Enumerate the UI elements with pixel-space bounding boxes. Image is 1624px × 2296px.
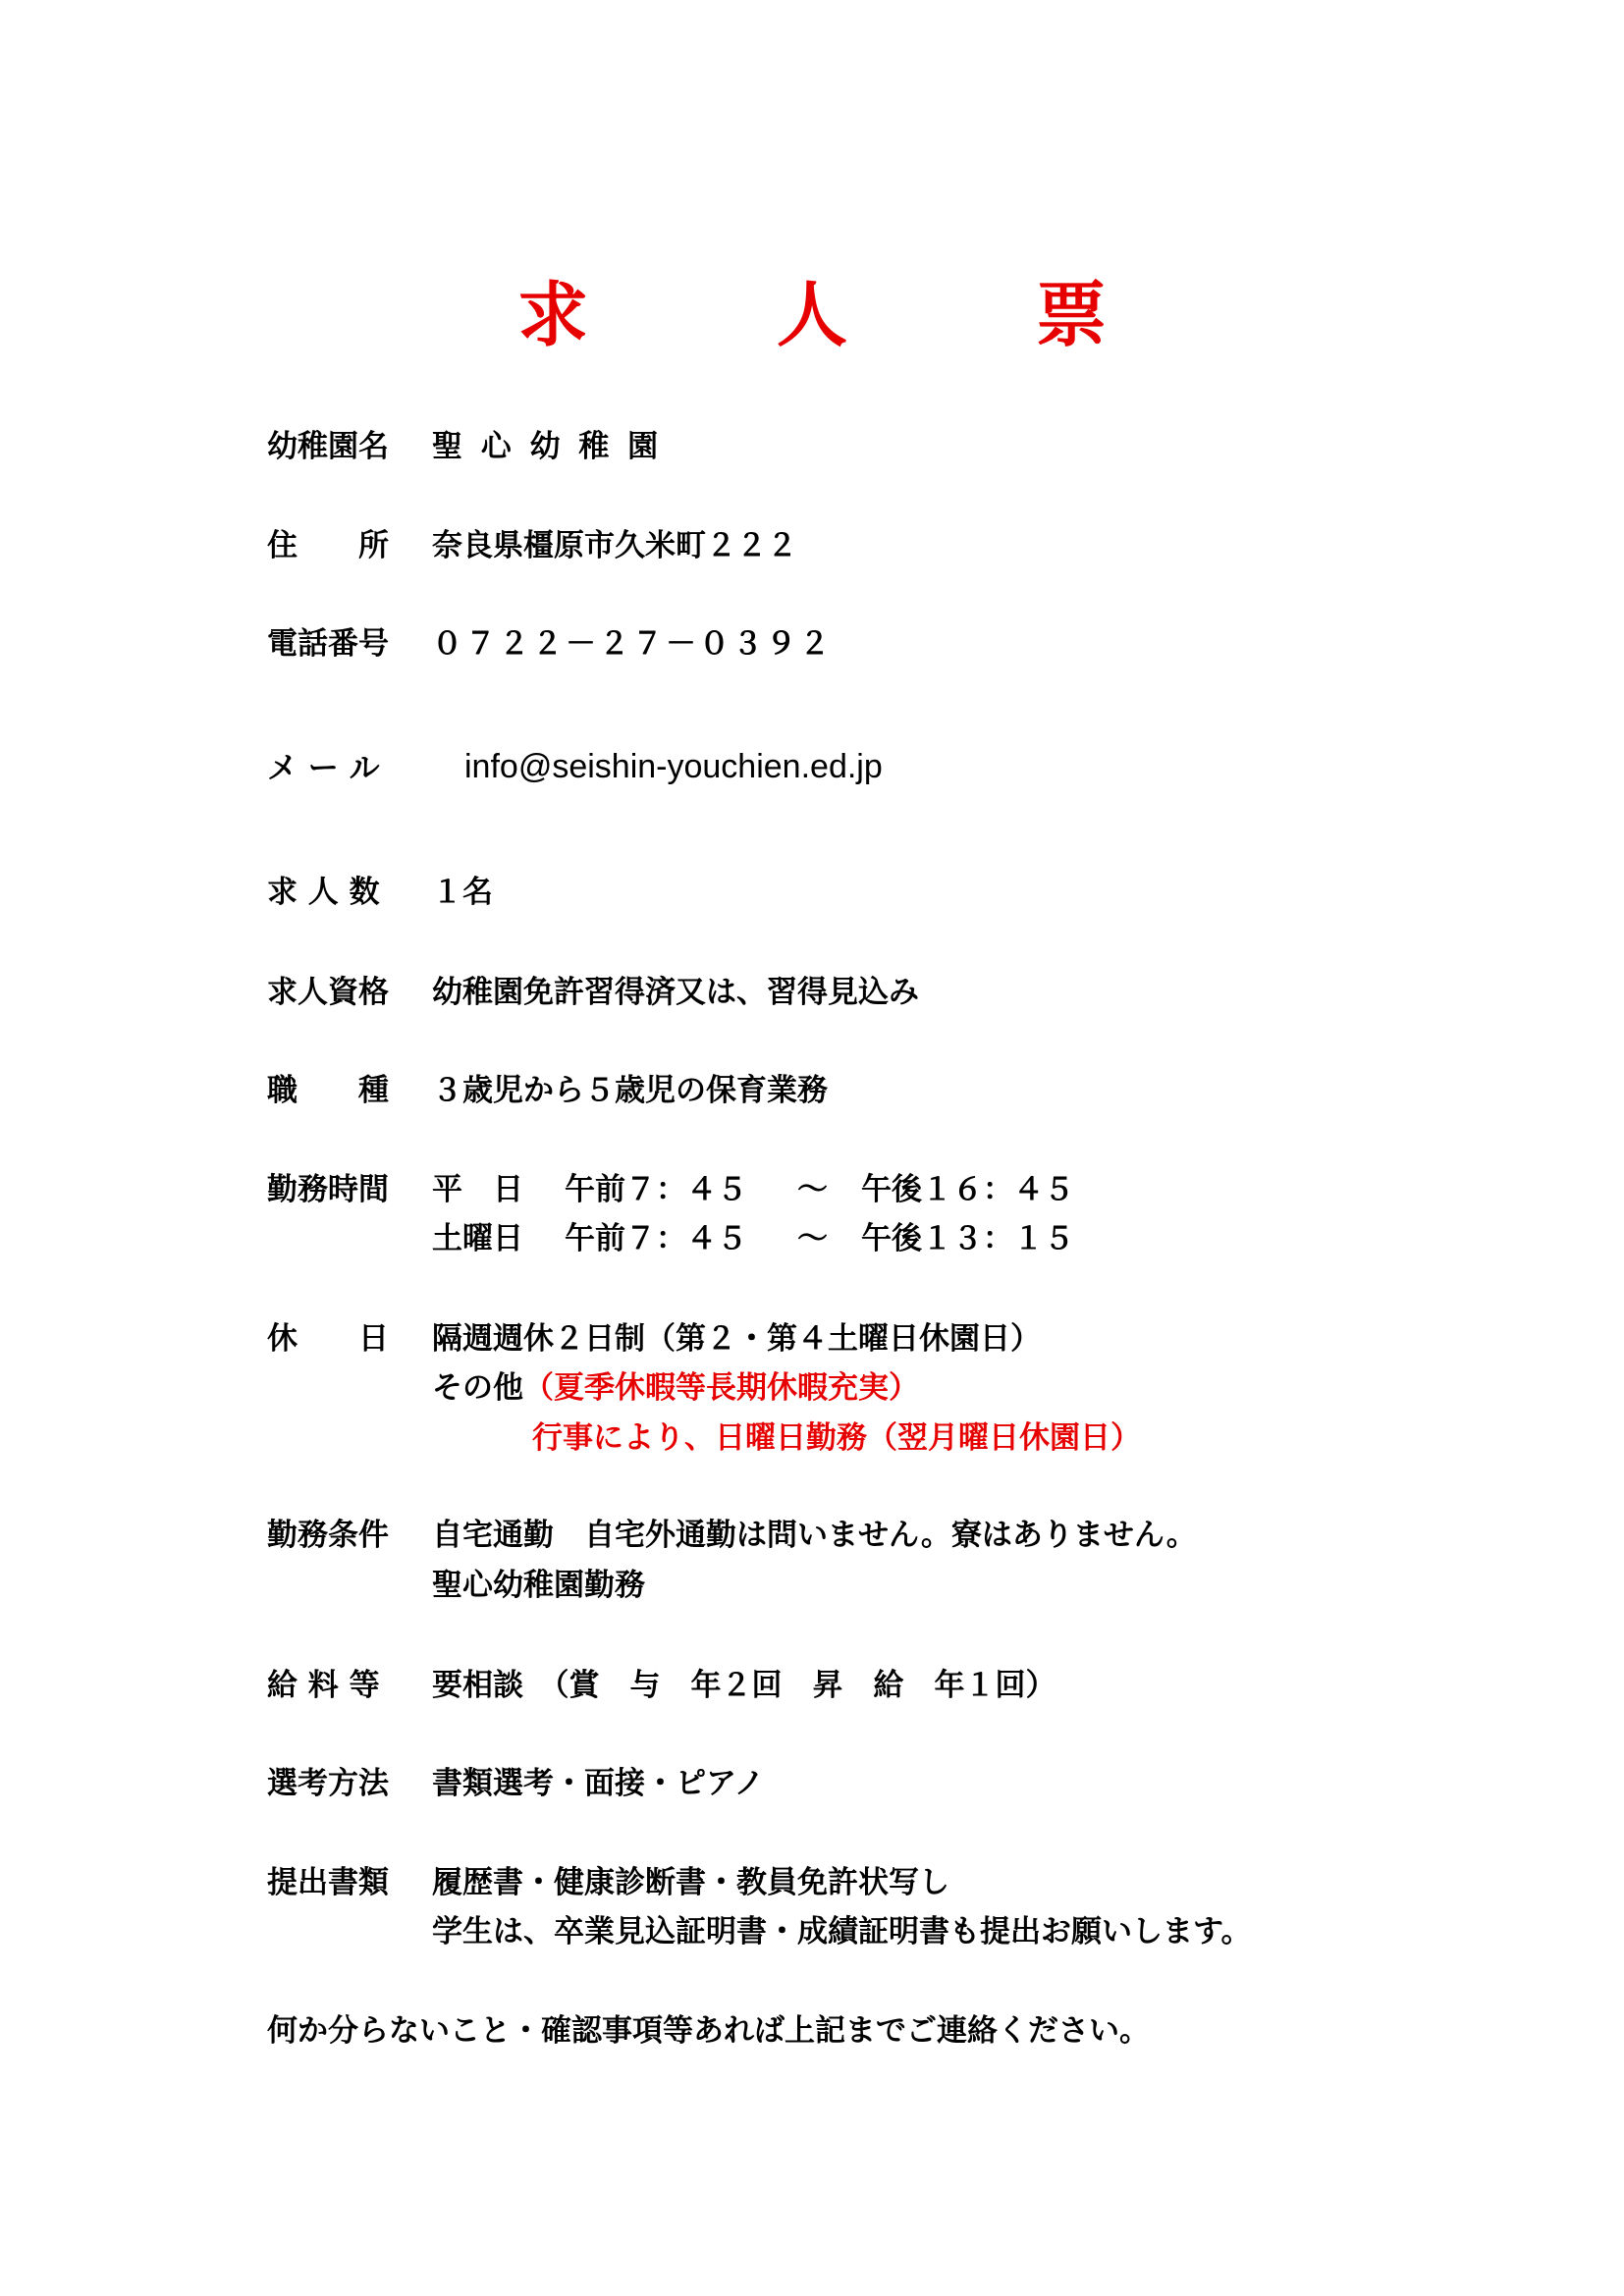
address-value: 奈良県橿原市久米町２２２ [432,528,797,563]
conditions-line1: 自宅通勤 自宅外通勤は問いません。寮はありません。 [432,1518,1197,1553]
conditions-line2: 聖心幼稚園勤務 [432,1568,645,1603]
page-title: 求 人 票 [516,274,1165,356]
hours-weekday-start: 午前７：４５ [565,1172,747,1207]
mail-label: メ ー ル [267,751,380,786]
documents-line2: 学生は、卒業見込証明書・成績証明書も提出お願いします。 [432,1914,1252,1949]
hours-saturday-tilde: ～ [797,1221,828,1256]
holidays-line3: 行事により、日曜日勤務（翌月曜日休園日） [532,1420,1141,1456]
conditions-label: 勤務条件 [267,1518,389,1553]
address-label: 住 所 [267,528,389,563]
holidays-line2 [432,1370,919,1406]
hours-weekday-tilde: ～ [797,1172,828,1207]
salary-label: 給 料 等 [267,1668,380,1703]
qualification-value: 幼稚園免許習得済又は、習得見込み [432,975,919,1010]
footer-note: 何か分らないこと・確認事項等あれば上記までご連絡ください。 [267,2013,1150,2049]
job-label: 職 種 [267,1073,389,1108]
hours-label: 勤務時間 [267,1172,389,1207]
openings-value: １名 [432,875,493,910]
job-value: ３歳児から５歳児の保育業務 [432,1073,828,1108]
documents-line1: 履歴書・健康診断書・教員免許状写し [432,1865,949,1900]
school-name-value: 聖 心 幼 稚 園 [432,429,663,464]
selection-label: 選考方法 [267,1766,389,1801]
holidays-other-note: （夏季休暇等長期休暇充実） [523,1370,919,1406]
hours-weekday-day: 平 日 [432,1172,523,1207]
holidays-label: 休 日 [267,1321,389,1357]
selection-value: 書類選考・面接・ピアノ [432,1766,765,1801]
mail-value: info@seishin-youchien.ed.jp [464,748,883,785]
holidays-other-prefix: その他 [432,1370,523,1406]
salary-value: 要相談 （賞 与 年２回 昇 給 年１回） [432,1668,1056,1703]
phone-label: 電話番号 [267,626,389,662]
hours-saturday-start: 午前７：４５ [565,1221,747,1256]
openings-label: 求 人 数 [267,875,380,910]
hours-weekday-end: 午後１６：４５ [861,1172,1074,1207]
qualification-label: 求人資格 [267,975,389,1010]
phone-value: ０７２２－２７－０３９２ [432,626,833,662]
hours-saturday-end: 午後１３：１５ [861,1221,1074,1256]
documents-label: 提出書類 [267,1865,389,1900]
holidays-line1: 隔週週休２日制（第２・第４土曜日休園日） [432,1321,1041,1357]
school-name-label: 幼稚園名 [267,429,389,464]
hours-saturday-day: 土曜日 [432,1221,523,1256]
